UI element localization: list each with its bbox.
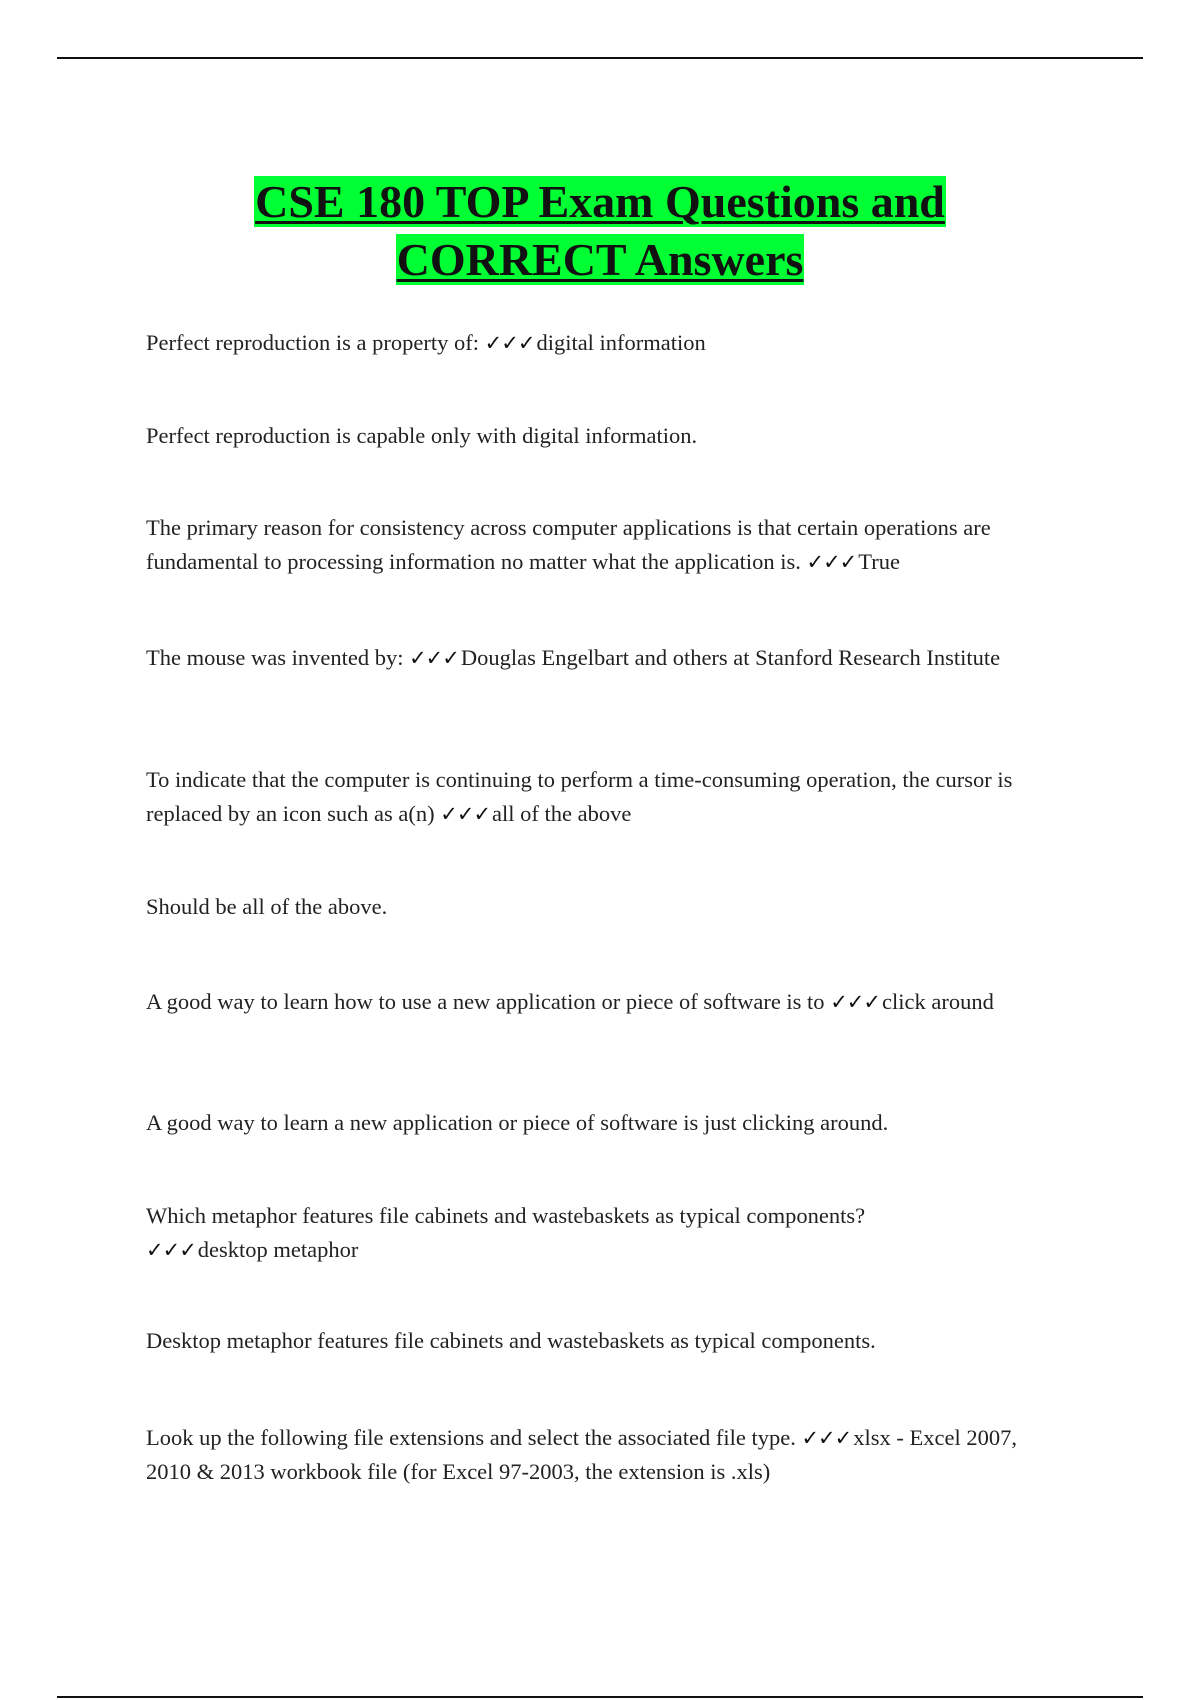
answer-text: digital information [536, 330, 706, 355]
check-marks-icon: ✓✓✓ [830, 990, 880, 1014]
qa-item-consistency [146, 511, 1066, 579]
check-marks-icon: ✓✓✓ [801, 1426, 852, 1450]
question-text: Look up the following file extensions and select the associated file type. [146, 1425, 802, 1450]
question-text: Perfect reproduction is a property of: [146, 330, 485, 355]
qa-item-perfect-reproduction [146, 326, 1066, 360]
check-marks-icon: ✓✓✓ [806, 550, 857, 574]
answer-text: True [858, 549, 900, 574]
qa-item-busy-cursor [146, 763, 1066, 831]
check-marks-icon: ✓✓✓ [484, 331, 535, 355]
question-text: The mouse was invented by: [146, 645, 410, 670]
check-marks-icon: ✓✓✓ [409, 646, 459, 670]
qa-item-learn-software [146, 985, 1006, 1019]
bottom-rule [57, 1696, 1143, 1698]
title-line-1: CSE 180 TOP Exam Questions and [255, 175, 945, 227]
question-text: Which metaphor features file cabinets and wastebaskets as typical components? [146, 1203, 866, 1228]
answer-text: xlsx - Excel 2007, 2010 & 2013 workbook file (for Excel 97-2003, the extension is .xls) [146, 1425, 1017, 1484]
answer-text: Douglas Engelbart and others at Stanford Research Institute [460, 645, 1001, 670]
document-title [0, 173, 1200, 289]
check-marks-icon: ✓✓✓ [146, 1238, 196, 1262]
answer-text: all of the above [492, 801, 632, 826]
qa-item-desktop-metaphor [146, 1199, 946, 1267]
answer-text: click around [881, 989, 994, 1014]
top-rule [57, 57, 1143, 59]
answer-text: desktop metaphor [197, 1237, 359, 1262]
note-busy-cursor: Should be all of the above. [146, 894, 388, 919]
qa-item-file-extensions [146, 1421, 1046, 1489]
note-perfect-reproduction: Perfect reproduction is capable only with digital information. [146, 423, 698, 448]
title-line-2: CORRECT Answers [396, 233, 804, 285]
question-text: A good way to learn how to use a new application or piece of software is to [146, 989, 831, 1014]
note-desktop-metaphor: Desktop metaphor features file cabinets and wastebaskets as typical components. [146, 1328, 876, 1353]
qa-item-mouse-inventor [146, 641, 1006, 675]
note-learn-software: A good way to learn a new application or piece of software is just clicking around. [146, 1110, 889, 1135]
question-text: To indicate that the computer is continuing to perform a time-consuming operation, the cursor is replaced by an icon such as a(n) [146, 767, 1013, 826]
check-marks-icon: ✓✓✓ [440, 802, 491, 826]
question-text: The primary reason for consistency across computer applications is that certain operations are fundamental to processing information no matter what the application is. [146, 515, 991, 574]
